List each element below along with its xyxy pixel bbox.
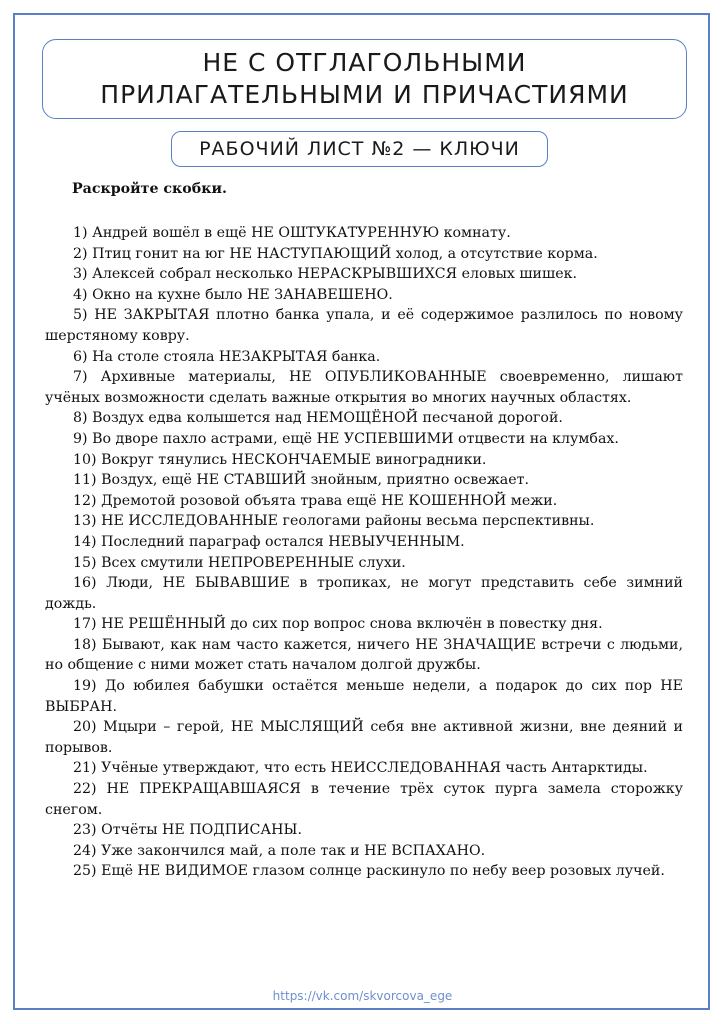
list-item: 2) Птиц гонит на юг НЕ НАСТУПАЮЩИЙ холод, а отсутствие корма. <box>73 245 598 262</box>
list-item: 18) Бывают, как нам часто кажется, ничего НЕ ЗНАЧАЩИЕ встречи с людьми, но общение с ними может стать началом долгой дружбы. <box>45 636 683 674</box>
list-item: 12) Дремотой розовой объята трава ещё НЕ КОШЕННОЙ межи. <box>73 492 558 509</box>
list-item: 15) Всех смутили НЕПРОВЕРЕННЫЕ слухи. <box>73 554 406 571</box>
footer-link[interactable]: https://vk.com/skvorcova_ege <box>272 989 453 1003</box>
list-item: 5) НЕ ЗАКРЫТАЯ плотно банка упала, и её содержимое разлилось по новому шерстяному ковру. <box>45 307 683 344</box>
page-title-text: НЕ С ОТГЛАГОЛЬНЫМИ ПРИЛАГАТЕЛЬНЫМИ И ПРИЧАСТИЯМИ <box>100 48 629 109</box>
list-item: 3) Алексей собрал несколько НЕРАСКРЫВШИХСЯ еловых шишек. <box>73 266 577 283</box>
list-item: 11) Воздух, ещё НЕ СТАВШИЙ знойным, приятно освежает. <box>73 472 530 489</box>
list-item: 10) Вокруг тянулись НЕСКОНЧАЕМЫЕ виноградники. <box>73 451 487 468</box>
list-item: 24) Уже закончился май, а поле так и НЕ ВСПАХАНО. <box>73 842 486 859</box>
list-item: 25) Ещё НЕ ВИДИМОЕ глазом солнце раскинуло по небу веер розовых лучей. <box>73 863 665 880</box>
list-item: 20) Мцыри – герой, НЕ МЫСЛЯЩИЙ себя вне активной жизни, вне деяний и порывов. <box>45 719 683 756</box>
list-item: 8) Воздух едва колышется над НЕМОЩЁНОЙ песчаной дорогой. <box>73 410 563 427</box>
list-item: 7) Архивные материалы, НЕ ОПУБЛИКОВАННЫЕ своевременно, лишают учёных возможности сделать важные открытия во многих научных областях. <box>45 369 683 406</box>
worksheet-subtitle <box>171 131 548 167</box>
list-item: 23) Отчёты НЕ ПОДПИСАНЫ. <box>73 822 302 839</box>
list-item: 1) Андрей вошёл в ещё НЕ ОШТУКАТУРЕННУЮ комнату. <box>73 225 511 241</box>
list-item: 19) До юбилея бабушки остаётся меньше недели, а подарок до сих пор НЕ ВЫБРАН. <box>45 678 683 715</box>
list-item: 9) Во дворе пахло астрами, ещё НЕ УСПЕВШИМИ отцвести на клумбах. <box>73 430 619 447</box>
list-item: 21) Учёные утверждают, что есть НЕИССЛЕДОВАННАЯ часть Антарктиды. <box>73 760 648 777</box>
worksheet-subtitle-text: РАБОЧИЙ ЛИСТ №2 — КЛЮЧИ <box>199 138 520 160</box>
page-title <box>42 39 687 119</box>
list-item: 13) НЕ ИССЛЕДОВАННЫЕ геологами районы весьма перспективны. <box>73 513 595 530</box>
list-item: 16) Люди, НЕ БЫВАВШИЕ в тропиках, не могут представить себе зимний дождь. <box>45 575 683 612</box>
list-item: 17) НЕ РЕШЁННЫЙ до сих пор вопрос снова включён в повестку дня. <box>73 616 603 633</box>
list-item: 14) Последний параграф остался НЕВЫУЧЕННЫМ. <box>73 533 465 550</box>
task-instruction: Раскройте скобки. <box>72 181 227 197</box>
answer-list <box>45 223 683 882</box>
list-item: 4) Окно на кухне было НЕ ЗАНАВЕШЕНО. <box>73 286 393 303</box>
list-item: 6) На столе стояла НЕЗАКРЫТАЯ банка. <box>73 348 381 365</box>
list-item: 22) НЕ ПРЕКРАЩАВШАЯСЯ в течение трёх суток пурга замела сторожку снегом. <box>45 781 683 818</box>
